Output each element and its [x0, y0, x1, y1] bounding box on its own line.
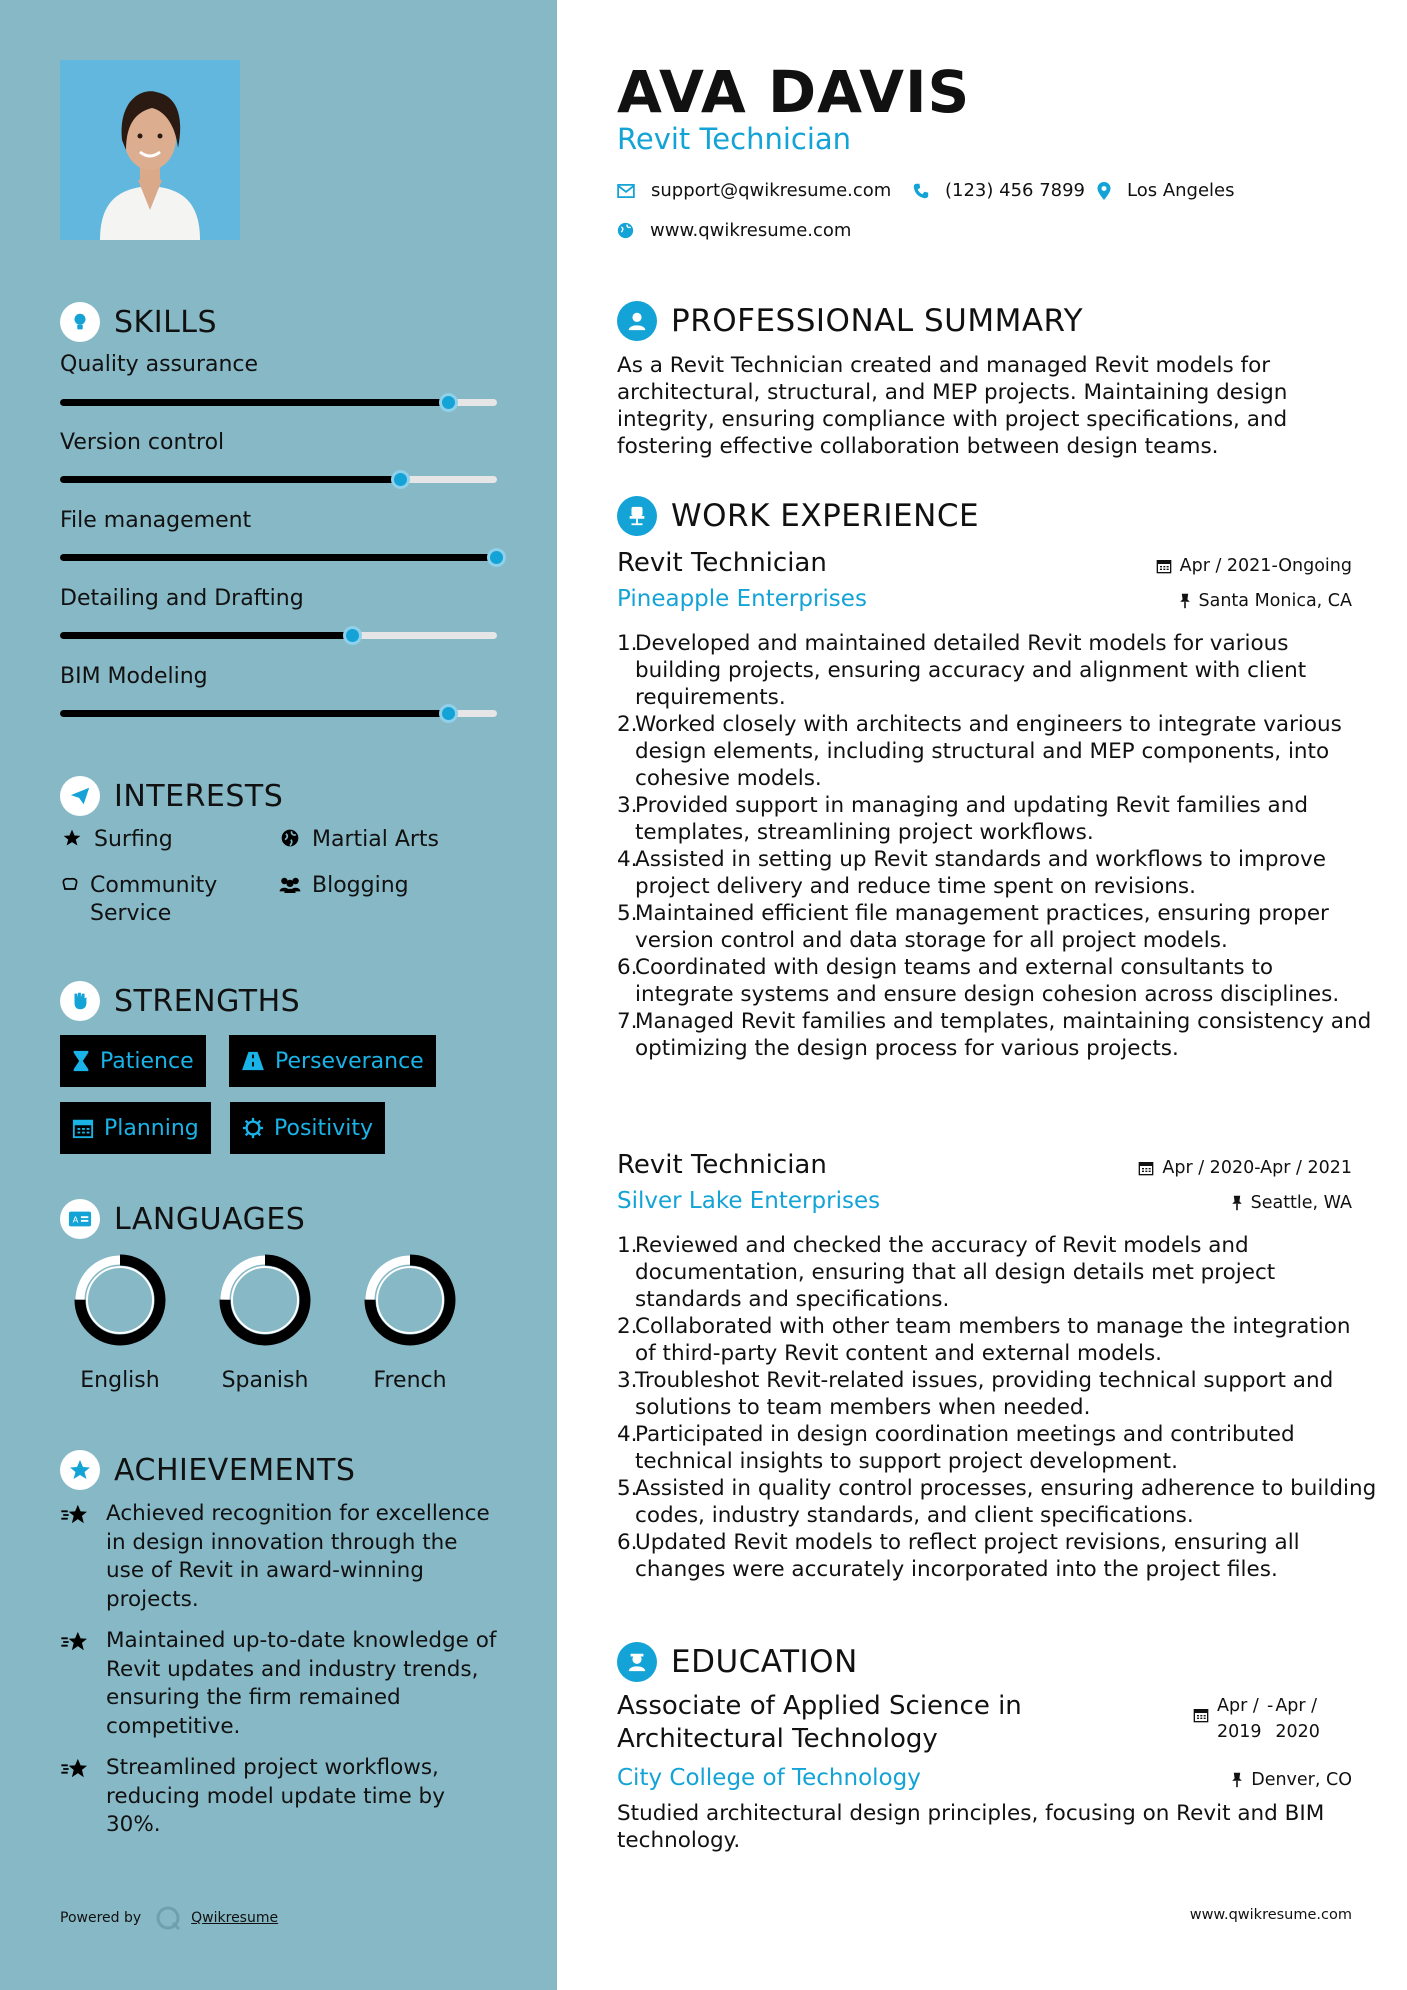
- location-text: Los Angeles: [1127, 180, 1235, 201]
- graduate-icon: [617, 1642, 657, 1682]
- skill-bar-knob: [391, 470, 410, 489]
- edu-date-start: Apr / 2019: [1217, 1696, 1262, 1742]
- skill-bar: [60, 476, 497, 483]
- phone-icon: [913, 183, 929, 199]
- skill-bar: [60, 399, 497, 406]
- duty-number: 5.: [617, 1476, 638, 1501]
- duty-text: Assisted in quality control processes, ensuring adherence to building codes, industry standards, and client specifications.: [635, 1476, 1377, 1528]
- job-title: Revit Technician: [617, 548, 827, 578]
- footer-url[interactable]: www.qwikresume.com: [1189, 1907, 1352, 1923]
- experience-heading: [617, 496, 979, 536]
- fist-icon: [60, 981, 100, 1021]
- user-icon: [617, 301, 657, 341]
- chair-icon: [617, 496, 657, 536]
- skill-bar: [60, 554, 497, 561]
- languages-title: LANGUAGES: [114, 1201, 306, 1237]
- trophy-star-icon: [60, 1500, 92, 1614]
- interests-title: INTERESTS: [114, 778, 284, 814]
- edu-date: [1193, 1693, 1325, 1745]
- skill-bar-knob: [343, 626, 362, 645]
- interest-item: [60, 826, 173, 854]
- edu-location: [1231, 1770, 1352, 1790]
- duty-text: Troubleshot Revit-related issues, providing technical support and solutions to team members when needed.: [635, 1368, 1334, 1420]
- skill-bar: [60, 710, 497, 717]
- duty-text: Reviewed and checked the accuracy of Revit models and documentation, ensuring that all design details met project standards and specifications.: [635, 1233, 1276, 1312]
- pushpin-icon: [1231, 1195, 1243, 1211]
- interest-label: Surfing: [94, 827, 173, 852]
- language-label: Spanish: [221, 1368, 309, 1393]
- duty-text: Assisted in setting up Revit standards and workflows to improve project delivery and reduce time spent on revisions.: [635, 847, 1326, 899]
- summary-title: PROFESSIONAL SUMMARY: [671, 303, 1084, 339]
- job-company: Silver Lake Enterprises: [617, 1188, 881, 1214]
- interest-label: Community Service: [90, 873, 218, 926]
- duty-text: Developed and maintained detailed Revit models for various building projects, ensuring accuracy and alignment with client requirements.: [635, 631, 1307, 710]
- interest-label: Blogging: [312, 873, 409, 898]
- contact-email: [617, 180, 891, 201]
- svg-text:A: A: [72, 1214, 79, 1225]
- job-location-text: Seattle, WA: [1250, 1193, 1352, 1213]
- language-label: French: [373, 1368, 447, 1393]
- calendar-icon: [1193, 1693, 1209, 1745]
- contact-website: [617, 220, 851, 241]
- trophy-star-icon: [60, 1627, 92, 1741]
- job-location: [1179, 591, 1353, 611]
- interest-label: Martial Arts: [312, 827, 440, 852]
- calendar-icon: [1156, 558, 1172, 574]
- achievement-item: [60, 1500, 500, 1614]
- duty-number: 2.: [617, 712, 638, 737]
- duty-item: [617, 1232, 1377, 1313]
- skill-bar-fill: [60, 554, 497, 561]
- skill-bar-fill: [60, 476, 401, 483]
- duty-text: Managed Revit families and templates, maintaining consistency and optimizing the design process for various projects.: [635, 1009, 1372, 1061]
- education-title: EDUCATION: [671, 1644, 858, 1680]
- duty-item: [617, 1475, 1377, 1529]
- duty-text: Worked closely with architects and engineers to integrate various design elements, including structural and MEP components, into cohesive models.: [635, 712, 1342, 791]
- strength-badge: [230, 1102, 385, 1154]
- skill-bar-knob: [439, 393, 458, 412]
- edu-school: City College of Technology: [617, 1765, 921, 1791]
- skill-bar-fill: [60, 632, 353, 639]
- language-level-ring: [364, 1254, 456, 1346]
- duty-text: Collaborated with other team members to manage the integration of third-party Revit content and external models.: [635, 1314, 1351, 1366]
- duty-number: 3.: [617, 793, 638, 818]
- star-badge-icon: [60, 1450, 100, 1490]
- duty-number: 2.: [617, 1314, 638, 1339]
- strength-label: Perseverance: [275, 1048, 424, 1074]
- achievements-title: ACHIEVEMENTS: [114, 1452, 356, 1488]
- strength-badge: [229, 1035, 436, 1087]
- duty-number: 1.: [617, 631, 638, 656]
- strength-label: Positivity: [274, 1115, 374, 1141]
- pushpin-icon: [1179, 593, 1191, 609]
- duty-text: Updated Revit models to reflect project revisions, ensuring all changes were accurately incorporated into the project files.: [635, 1530, 1300, 1582]
- duty-item: [617, 792, 1377, 846]
- experience-title: WORK EXPERIENCE: [671, 498, 980, 534]
- duty-text: Provided support in managing and updating Revit families and templates, streamlining project workflows.: [635, 793, 1308, 845]
- duty-item: [617, 630, 1377, 711]
- interest-item: [278, 826, 439, 854]
- pushpin-icon: [1231, 1772, 1243, 1788]
- phone-text: (123) 456 7899: [945, 180, 1086, 201]
- profile-photo: [60, 60, 240, 240]
- interest-item: [60, 872, 260, 928]
- language-level-ring: [74, 1254, 166, 1346]
- qwikresume-link[interactable]: Qwikresume: [191, 1910, 279, 1926]
- contact-location: [1097, 180, 1235, 201]
- gear-icon: [242, 1117, 264, 1139]
- job-location-text: Santa Monica, CA: [1198, 591, 1352, 611]
- duty-number: 4.: [617, 1422, 638, 1447]
- trophy-star-icon: [60, 1754, 92, 1840]
- map-pin-icon: [1097, 182, 1111, 200]
- duty-number: 6.: [617, 955, 638, 980]
- skill-label: Detailing and Drafting: [60, 586, 304, 611]
- job-title: Revit Technician: [617, 1150, 827, 1180]
- sidebar: [0, 0, 557, 1990]
- strengths-title: STRENGTHS: [114, 983, 301, 1019]
- job-date: [1138, 1158, 1352, 1178]
- hourglass-icon: [72, 1050, 90, 1072]
- duty-item: [617, 846, 1377, 900]
- skill-bar: [60, 632, 497, 639]
- language-level-ring: [219, 1254, 311, 1346]
- main-content: [557, 0, 1407, 1990]
- achievement-item: [60, 1627, 500, 1741]
- job-company: Pineapple Enterprises: [617, 586, 867, 612]
- road-icon: [241, 1051, 265, 1071]
- qwikresume-logo-icon: [155, 1905, 181, 1931]
- job-duties: [617, 1232, 1377, 1583]
- star-icon: [60, 826, 84, 848]
- skill-bar-fill: [60, 710, 449, 717]
- duty-number: 5.: [617, 901, 638, 926]
- duty-item: [617, 954, 1377, 1008]
- skill-bar-knob: [439, 704, 458, 723]
- skills-heading: [60, 302, 217, 342]
- skill-label: Version control: [60, 430, 225, 455]
- skill-bar-fill: [60, 399, 449, 406]
- skills-title: SKILLS: [114, 304, 218, 340]
- hand-icon: [60, 872, 80, 894]
- interests-heading: [60, 776, 283, 816]
- edu-description: Studied architectural design principles, focusing on Revit and BIM technology.: [617, 1801, 1325, 1853]
- duty-item: [617, 1313, 1377, 1367]
- skill-bar-knob: [487, 548, 506, 567]
- edu-date-end: Apr / 2020: [1275, 1696, 1320, 1742]
- achievement-item: [60, 1754, 500, 1840]
- skill-label: BIM Modeling: [60, 664, 208, 689]
- achievement-text: Streamlined project workflows, reducing model update time by 30%.: [106, 1755, 445, 1837]
- education-heading: [617, 1642, 858, 1682]
- strength-label: Patience: [100, 1048, 194, 1074]
- calendar-icon: [1138, 1160, 1154, 1176]
- achievements-heading: [60, 1450, 355, 1490]
- users-icon: [278, 872, 302, 896]
- job-date: [1156, 556, 1352, 576]
- duty-text: Participated in design coordination meetings and contributed technical insights to support project development.: [635, 1422, 1295, 1474]
- duty-number: 4.: [617, 847, 638, 872]
- summary-text: As a Revit Technician created and managed Revit models for architectural, structural, and MEP projects. Maintaining design integrity, ensuring compliance with project specifications, and fostering effective collaboration between design teams.: [617, 353, 1288, 459]
- strength-label: Planning: [104, 1115, 199, 1141]
- language-icon: [60, 1199, 100, 1239]
- globe-icon: [617, 222, 634, 239]
- duty-number: 1.: [617, 1233, 638, 1258]
- powered-by-label: Powered by: [60, 1910, 142, 1926]
- duty-text: Maintained efficient file management practices, ensuring proper version control and data storage for all project models.: [635, 901, 1329, 953]
- duty-text: Coordinated with design teams and external consultants to integrate systems and ensure design cohesion across disciplines.: [635, 955, 1340, 1007]
- achievement-text: Achieved recognition for excellence in design innovation through the use of Revit in award-winning projects.: [106, 1501, 490, 1612]
- lightbulb-icon: [60, 302, 100, 342]
- envelope-icon: [617, 184, 635, 198]
- website-text[interactable]: www.qwikresume.com: [650, 220, 852, 241]
- duty-item: [617, 1421, 1377, 1475]
- contact-phone: [913, 180, 1085, 201]
- paper-plane-icon: [60, 776, 100, 816]
- email-text[interactable]: support@qwikresume.com: [651, 180, 892, 201]
- powered-by: [60, 1905, 278, 1931]
- edu-location-text: Denver, CO: [1251, 1770, 1352, 1790]
- duty-item: [617, 711, 1377, 792]
- job-location: [1231, 1193, 1352, 1213]
- duty-number: 7.: [617, 1009, 638, 1034]
- globe-icon: [278, 826, 302, 848]
- skill-label: File management: [60, 508, 252, 533]
- calendar-icon: [72, 1117, 94, 1139]
- skill-label: Quality assurance: [60, 352, 259, 377]
- duty-item: [617, 1529, 1377, 1583]
- edu-date-sep: -: [1267, 1696, 1274, 1716]
- duty-number: 6.: [617, 1530, 638, 1555]
- summary-heading: [617, 301, 1083, 341]
- job-duties: [617, 630, 1377, 1062]
- achievement-text: Maintained up-to-date knowledge of Revit updates and industry trends, ensuring the firm remained competitive.: [106, 1628, 497, 1739]
- strength-badge: [60, 1035, 206, 1087]
- job-date-text: Apr / 2021-Ongoing: [1179, 556, 1352, 576]
- language-label: English: [80, 1368, 160, 1393]
- duty-number: 3.: [617, 1368, 638, 1393]
- interest-item: [278, 872, 409, 900]
- candidate-title: Revit Technician: [617, 122, 852, 156]
- duty-item: [617, 900, 1377, 954]
- candidate-name: AVA DAVIS: [617, 58, 971, 126]
- edu-degree: Associate of Applied Science in Architectural Technology: [617, 1691, 1022, 1754]
- duty-item: [617, 1008, 1377, 1062]
- strength-badge: [60, 1102, 211, 1154]
- strengths-heading: [60, 981, 300, 1021]
- job-date-text: Apr / 2020-Apr / 2021: [1162, 1158, 1352, 1178]
- duty-item: [617, 1367, 1377, 1421]
- languages-heading: [60, 1199, 305, 1239]
